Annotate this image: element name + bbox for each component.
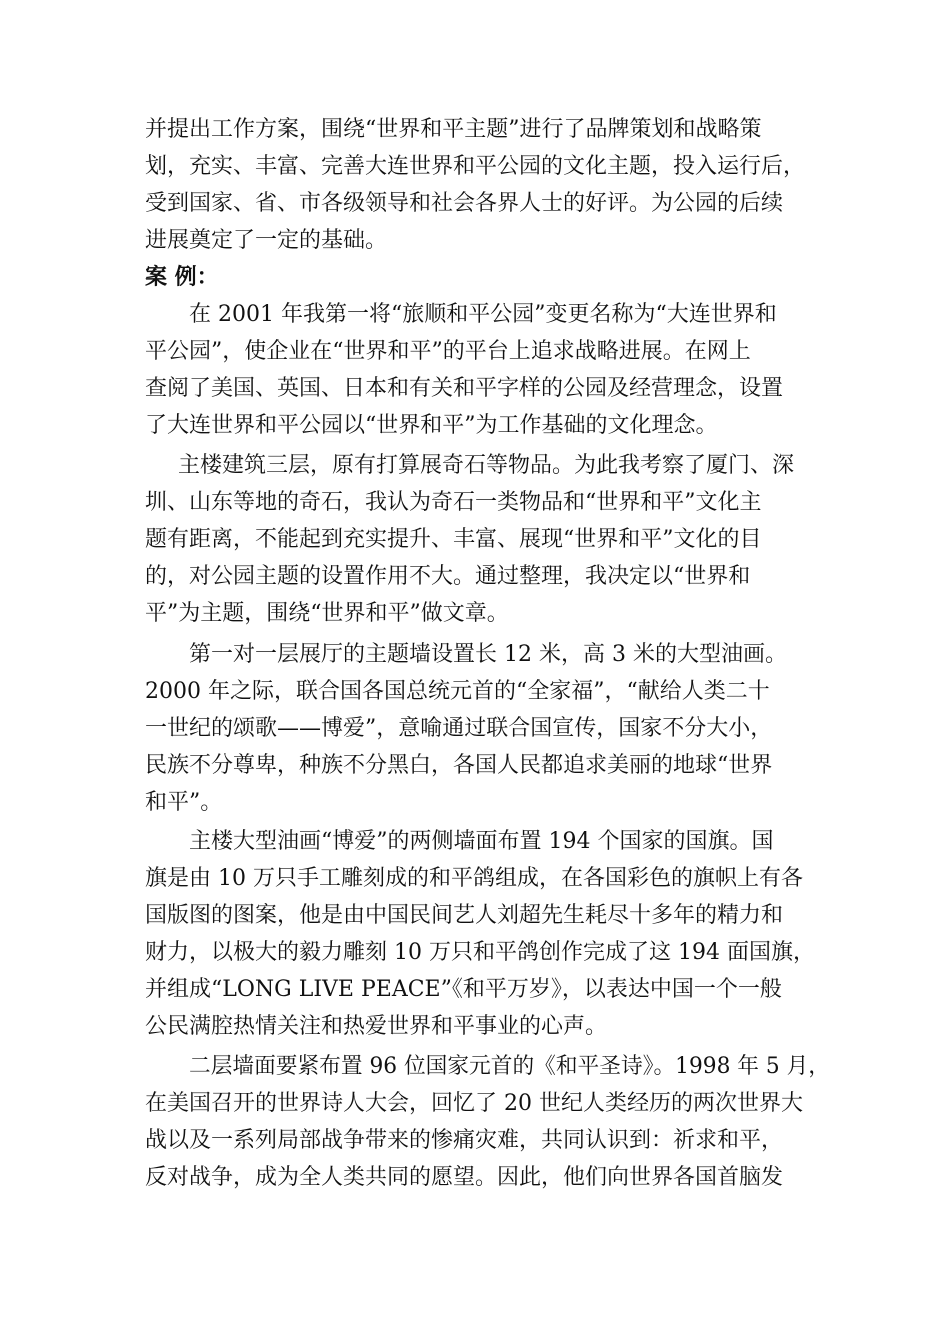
text-line: 和平”。	[145, 790, 223, 815]
text-line: 受到国家、省、市各级领导和社会各界人士的好评。为公园的后续	[145, 191, 784, 216]
text-line: 国版图的图案，他是由中国民间艺人刘超先生耗尽十多年的精力和	[145, 903, 784, 928]
text-line: 二层墙面要紧布置 96 位国家元首的《和平圣诗》。1998 年 5 月，	[189, 1054, 830, 1079]
text-line: 战以及一系列局部战争带来的惨痛灾难，共同认识到：祈求和平，	[145, 1128, 784, 1153]
text-line: 主楼大型油画“博爱”的两侧墙面布置 194 个国家的国旗。国	[189, 829, 774, 854]
text-line: 主楼建筑三层，原有打算展奇石等物品。为此我考察了厦门、深	[178, 453, 795, 478]
text-line: 了大连世界和平公园以“世界和平”为工作基础的文化理念。	[145, 413, 718, 438]
text-line: 并组成“LONG LIVE PEACE”《和平万岁》，以表达中国一个一般	[145, 977, 782, 1002]
text-line: 划，充实、丰富、完善大连世界和平公园的文化主题，投入运行后，	[145, 154, 806, 179]
text-line: 查阅了美国、英国、日本和有关和平字样的公园及经营理念，设置	[145, 376, 784, 401]
text-line: 公民满腔热情关注和热爱世界和平事业的心声。	[145, 1014, 608, 1039]
text-line: 在 2001 年我第一将“旅顺和平公园”变更名称为“大连世界和	[189, 302, 777, 327]
section-heading: 案 例：	[145, 265, 219, 290]
text-line: 反对战争，成为全人类共同的愿望。因此，他们向世界各国首脑发	[145, 1165, 784, 1190]
text-line: 财力，以极大的毅力雕刻 10 万只和平鸽创作完成了这 194 面国旗，	[145, 940, 815, 965]
text-line: 2000 年之际，联合国各国总统元首的“全家福”，“献给人类二十	[145, 679, 770, 704]
text-line: 圳、山东等地的奇石，我认为奇石一类物品和“世界和平”文化主	[145, 490, 762, 515]
text-line: 民族不分尊卑，种族不分黑白，各国人民都追求美丽的地球“世界	[145, 753, 773, 778]
text-line: 平”为主题，围绕“世界和平”做文章。	[145, 601, 509, 626]
text-line: 一世纪的颂歌——博爱”，意喻通过联合国宣传，国家不分大小，	[145, 716, 773, 741]
text-line: 的，对公园主题的设置作用不大。通过整理，我决定以“世界和	[145, 564, 751, 589]
text-line: 平公园”，使企业在“世界和平”的平台上追求战略进展。在网上	[145, 339, 751, 364]
text-line: 题有距离，不能起到充实提升、丰富、展现“世界和平”文化的目	[145, 527, 762, 552]
text-line: 第一对一层展厅的主题墙设置长 12 米，高 3 米的大型油画。	[189, 642, 787, 667]
text-line: 旗是由 10 万只手工雕刻成的和平鸽组成，在各国彩色的旗帜上有各	[145, 866, 803, 891]
text-line: 在美国召开的世界诗人大会，回忆了 20 世纪人类经历的两次世界大	[145, 1091, 803, 1116]
text-line: 并提出工作方案，围绕“世界和平主题”进行了品牌策划和战略策	[145, 117, 762, 142]
text-line: 进展奠定了一定的基础。	[145, 228, 388, 253]
